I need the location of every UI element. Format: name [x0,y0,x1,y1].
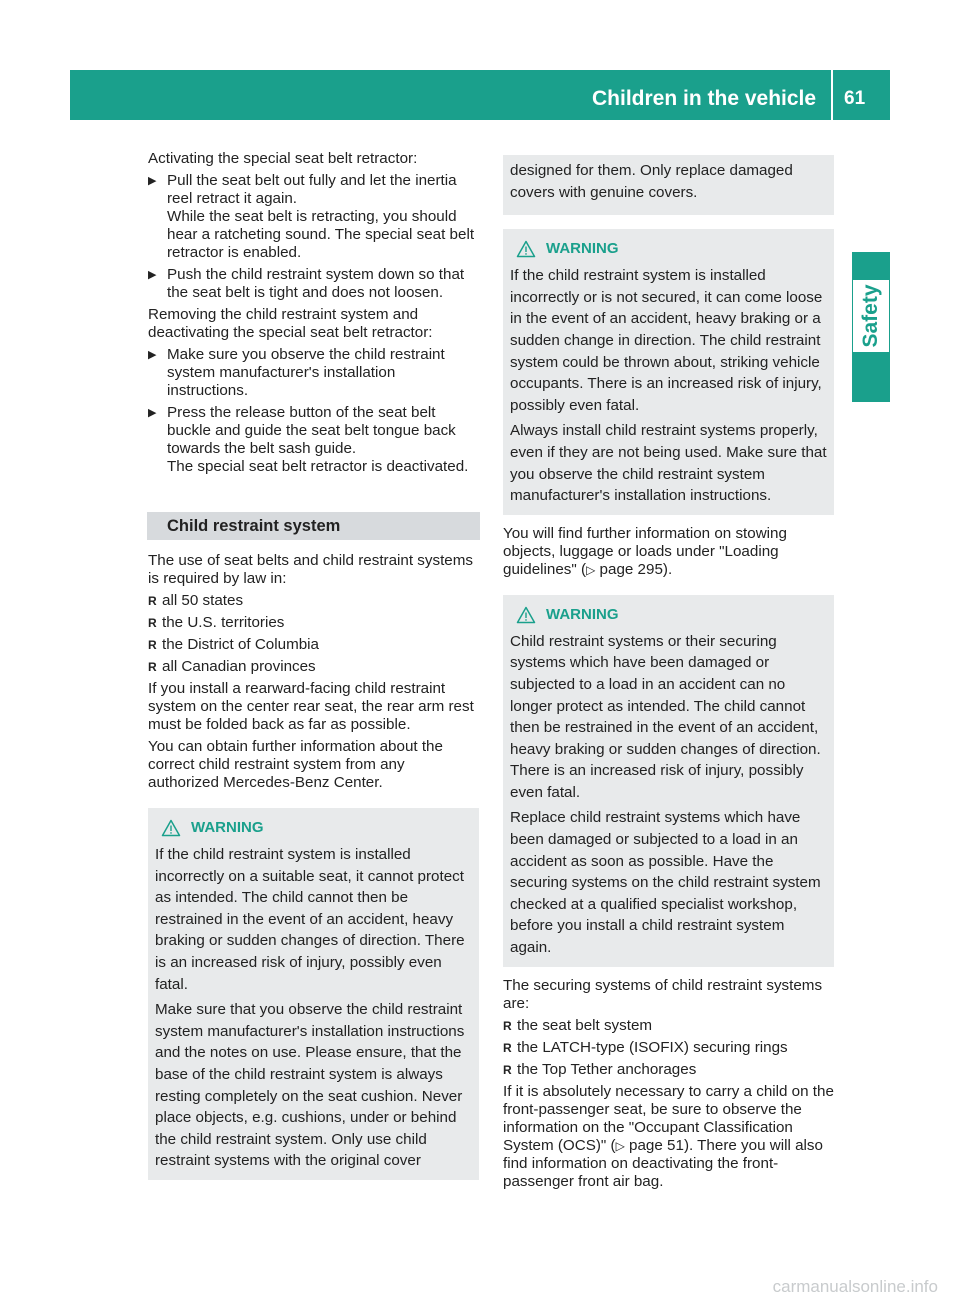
page-reference-link[interactable]: page 295 [599,560,663,578]
step-arrow-icon: ▶ [148,269,157,281]
activation-intro: Activating the special seat belt retractor: [148,150,418,167]
occs-text-end: ). There you will also find information on deactivating the front-passenger front air bag. [503,1136,823,1190]
left-column [148,150,479,1190]
stowing-text-end: ). [662,560,673,578]
page-reference-arrow-icon: ▷ [586,562,596,577]
list-item-text: the U.S. territories [162,614,285,631]
securing-intro: The securing systems of child restraint systems are: [503,976,823,1012]
step-arrow-icon: ▶ [148,349,157,361]
list-item-text: the District of Columbia [162,636,319,653]
instruction-step [148,404,479,476]
warning-triangle-icon [157,819,185,837]
page-reference-arrow-icon: ▷ [615,1138,625,1153]
page-reference-link[interactable]: page 51 [629,1136,684,1154]
warning-paragraph: Replace child restraint systems which have been damaged or subjected to a load in an accident as soon as possible. Have the securing systems on the child restraint system checked at a qualified specialist workshop, before you install a child restraint system again. [510,809,821,957]
deactivation-intro: Removing the child restraint system and deactivating the special seat belt retractor: [148,306,433,341]
occs-text: If it is absolutely necessary to carry a child on the front-passenger seat, be sure to observe the information on the "Occupant Classification System (OCS)" ( [503,1082,834,1154]
warning-paragraph: Child restraint systems or their securing systems which have been damaged or subjected to a load in an accident can no longer protect as intended. The child cannot then be restrained in the event of an accident, heavy braking or sudden changes of direction. There is an increased risk of injury, possibly even fatal. [510,632,821,801]
header-bar [70,70,890,120]
chapter-title: Children in the vehicle [592,87,817,110]
bullet-icon: R [503,1018,512,1033]
step-arrow-icon: ▶ [148,175,157,187]
warning-paragraph: Make sure that you observe the child restraint system manufacturer's installation instructions and the notes on use. Please ensure, that the base of the child restraint system is always resting completely on the seat cushion. Never place objects, e.g. cushions, under or behind the child restraint system. Only use child restraint systems with the original cover [155,1001,465,1170]
warning-box [148,808,479,1180]
instruction-step [148,266,479,302]
step-text: Press the release button of the seat belt buckle and guide the seat belt tongue back towards the belt sash guide. [167,404,456,457]
bullet-icon: R [503,1062,512,1077]
warning-header [155,818,472,838]
list-item [148,658,479,676]
stowing-paragraph [503,525,834,579]
section-heading: Child restraint system [147,512,480,540]
warning-triangle-icon [512,240,540,258]
law-intro: The use of seat belts and child restraint systems is required by law in: [148,552,473,587]
rearward-paragraph: If you install a rearward-facing child restraint system on the center rear seat, the rear arm rest must be folded back as far as possible. [148,680,474,733]
instruction-step [148,346,479,400]
list-item-text: the Top Tether anchorages [517,1060,697,1078]
warning-triangle-icon [512,606,540,624]
bullet-icon: R [148,616,157,630]
instruction-step [148,172,479,262]
section-tab-text: Safety [853,280,889,352]
warning-title: WARNING [191,819,264,836]
warning-title: WARNING [546,605,619,623]
stowing-text: You will find further information on stowing objects, luggage or loads under "Loading guidelines" ( [503,524,787,578]
list-item [148,614,479,632]
warning-paragraph: If the child restraint system is installed incorrectly on a suitable seat, it cannot protect as intended. The child cannot then be restrained in the event of an accident, heavy braking or sudden changes of direction. There is an increased risk of injury, possibly even fatal. [155,846,465,993]
warning-paragraph: Always install child restraint systems properly, even if they are not being used. Make sure that you observe the child restraint system manufacturer's installation instructions. [510,422,827,505]
page-number: 61 [844,88,866,109]
right-column [503,155,834,1195]
list-item [148,636,479,654]
step-result: The special seat belt retractor is deactivated. [167,458,469,475]
warning-paragraph: If the child restraint system is installed incorrectly or is not secured, it can come loose in the event of an accident, heavy braking or a sudden change in direction. The child restraint system could be thrown about, striking vehicle occupants. There is an increased risk of injury, possibly even fatal. [510,267,823,414]
step-arrow-icon: ▶ [148,407,157,419]
watermark: carmanualsonline.info [772,1277,938,1296]
step-result: While the seat belt is retracting, you should hear a ratcheting sound. The special seat belt retractor is enabled. [167,208,475,261]
bullet-icon: R [148,594,157,608]
bullet-icon: R [148,660,157,674]
list-item [503,1061,834,1079]
list-item [503,1039,834,1057]
obtain-info-paragraph: You can obtain further information about the correct child restraint system from any authorized Mercedes-Benz Center. [148,738,443,791]
list-item [503,1017,834,1035]
occs-paragraph [503,1083,834,1191]
step-text: Make sure you observe the child restraint system manufacturer's installation instructions. [167,346,445,399]
bullet-icon: R [148,638,157,652]
warning-box [503,595,834,967]
warning-continuation-box [503,155,834,215]
list-item-text: the LATCH-type (ISOFIX) securing rings [517,1038,788,1056]
bullet-icon: R [503,1040,512,1055]
warning-title: WARNING [546,240,619,258]
warning-header [510,605,827,625]
list-item [148,592,479,610]
list-item-text: all 50 states [162,592,244,609]
list-item-text: all Canadian provinces [162,658,316,675]
step-text: Push the child restraint system down so that the seat belt is tight and does not loosen. [167,266,465,301]
header-divider [831,70,833,120]
list-item-text: the seat belt system [517,1016,653,1034]
warning-box [503,229,834,515]
warning-continuation-text: designed for them. Only replace damaged covers with genuine covers. [510,162,793,201]
step-text: Pull the seat belt out fully and let the inertia reel retract it again. [167,172,457,207]
warning-header [510,239,827,259]
